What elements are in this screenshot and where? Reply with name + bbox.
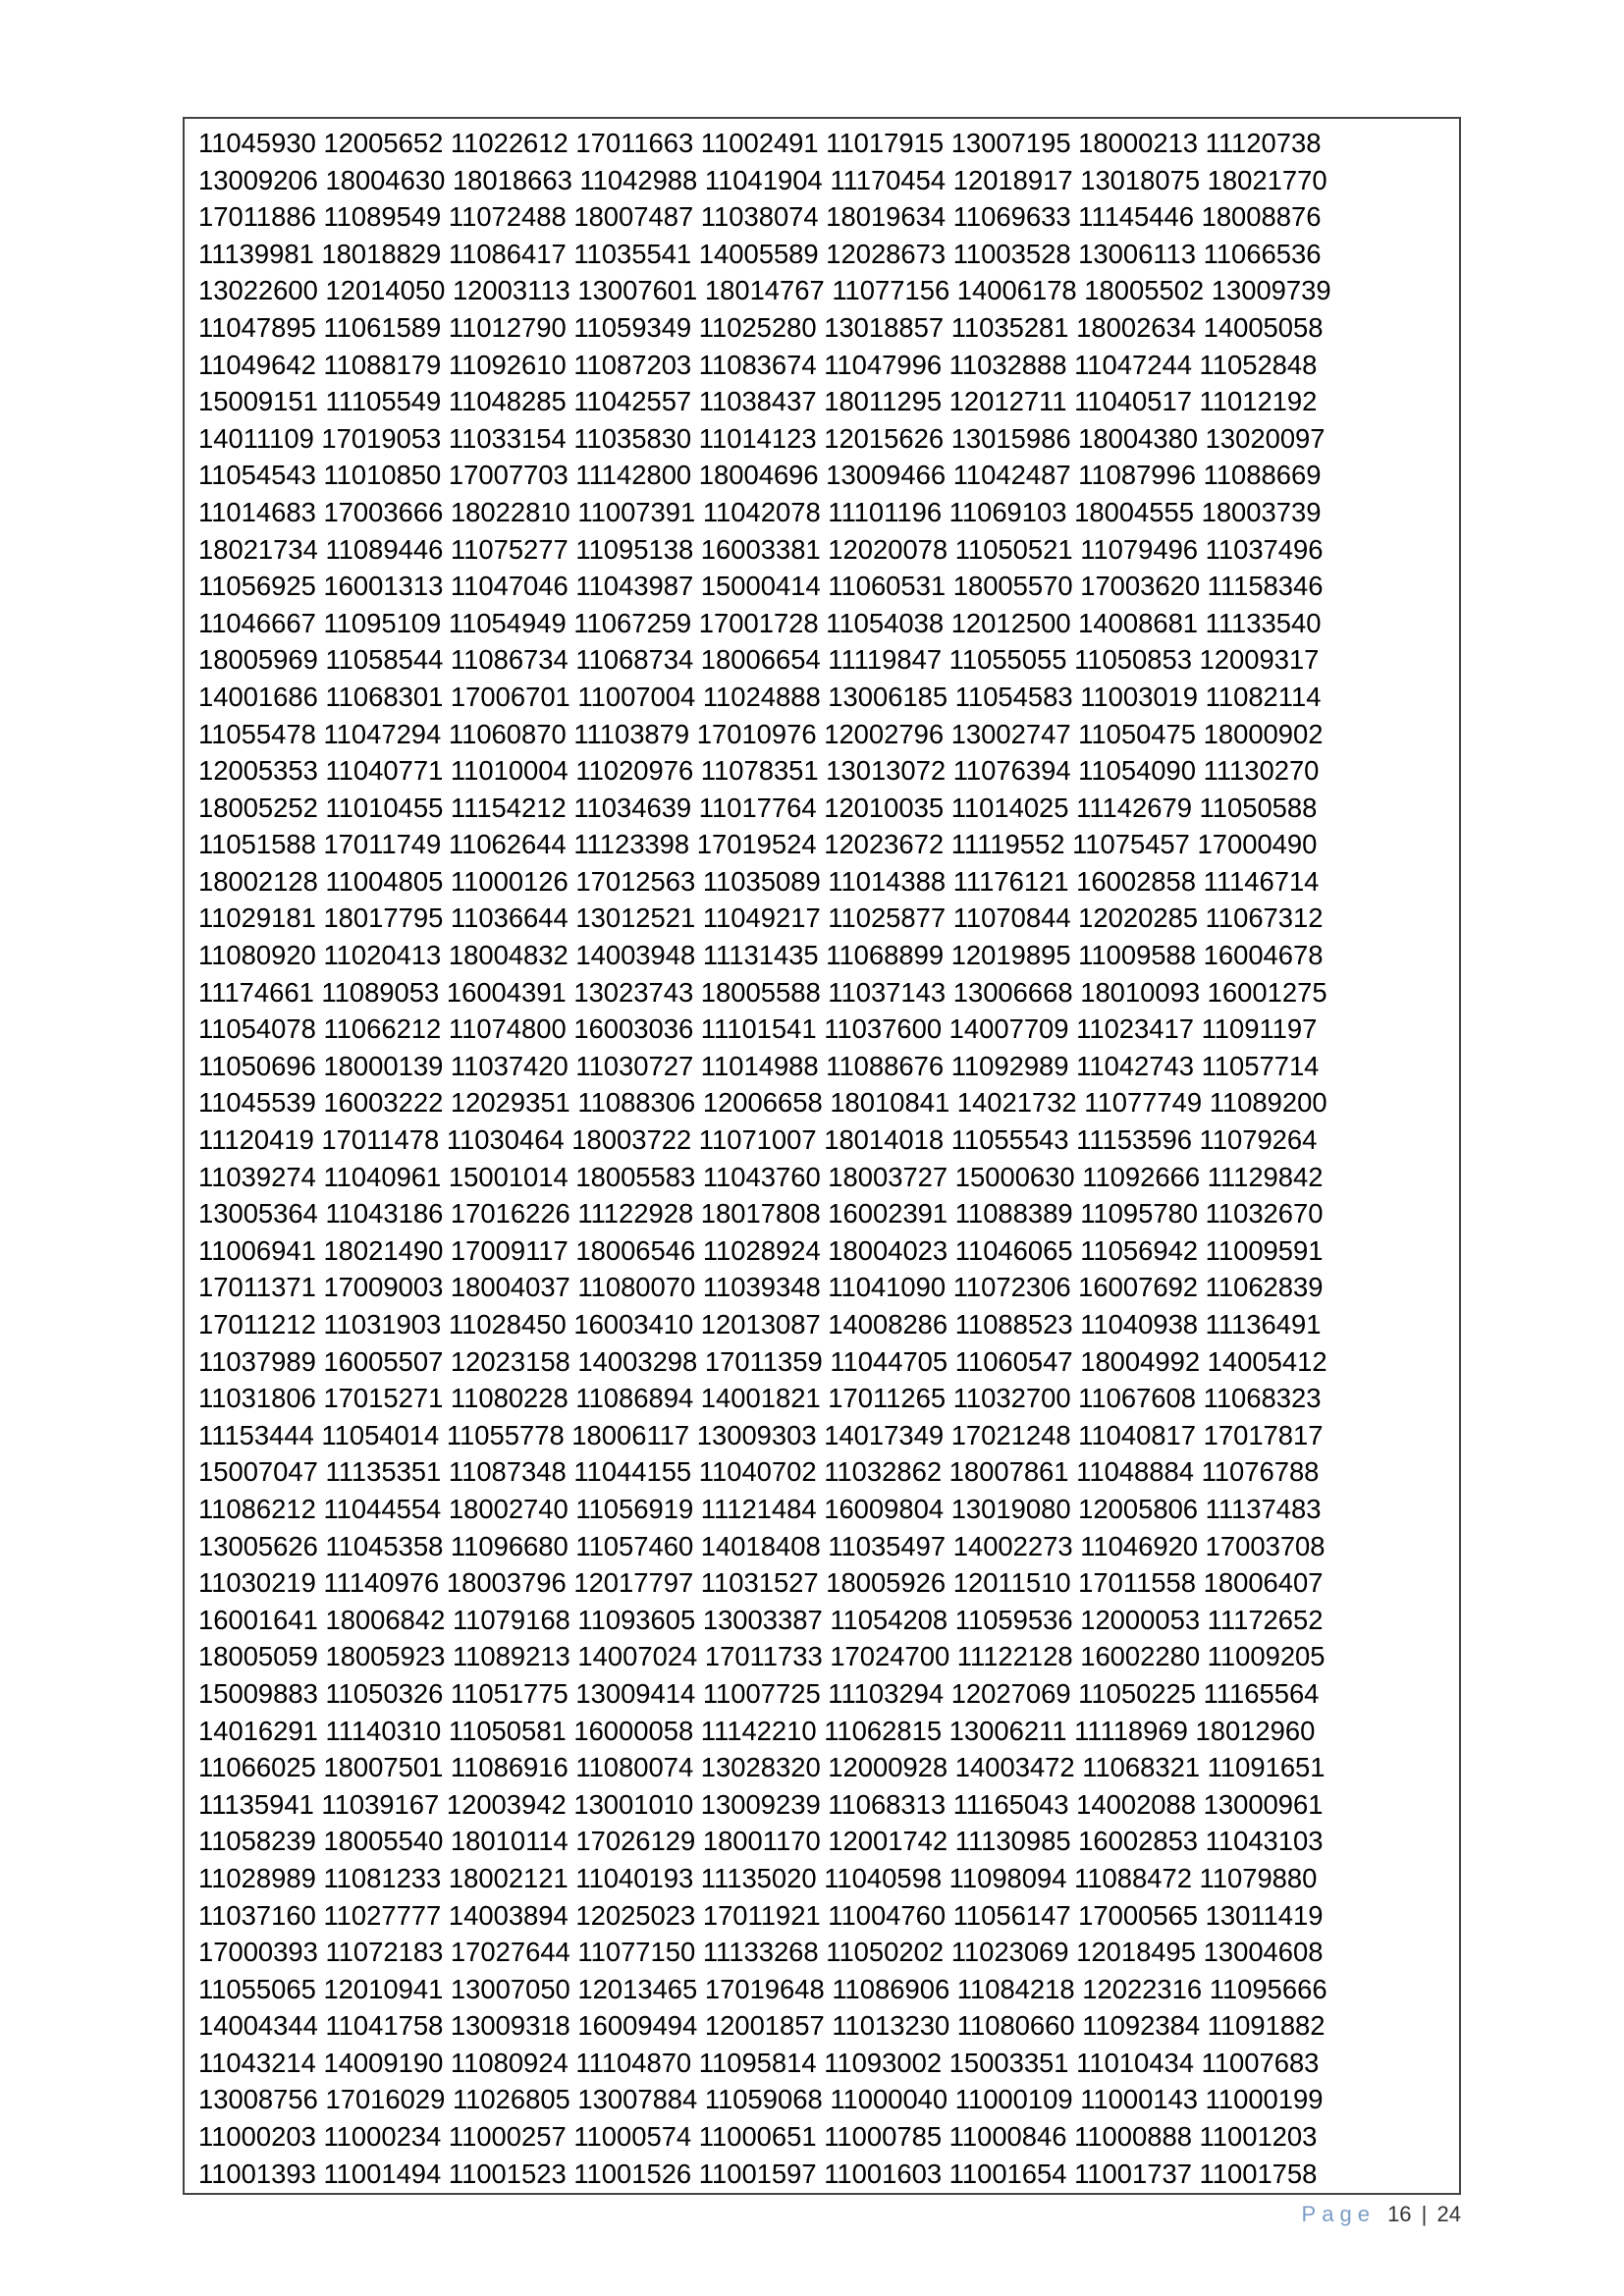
- number-row: 18005059 18005923 11089213 14007024 17011733 17024700 11122128 16002280 11009205: [198, 1641, 1326, 1672]
- number-row: 15009151 11105549 11048285 11042557 11038437 18011295 12012711 11040517 11012192: [198, 386, 1318, 417]
- number-row: 11049642 11088179 11092610 11087203 11083674 11047996 11032888 11047244 11052848: [198, 349, 1318, 380]
- number-row: 14001686 11068301 17006701 11007004 11024888 13006185 11054583 11003019 11082114: [198, 681, 1322, 712]
- number-row: 17011371 17009003 18004037 11080070 11039348 11041090 11072306 16007692 11062839: [198, 1272, 1324, 1303]
- number-row: 11055065 12010941 13007050 12013465 17019648 11086906 11084218 12022316 11095666: [198, 1973, 1327, 2004]
- number-row: 11055478 11047294 11060870 11103879 17010976 12002796 13002747 11050475 18000902: [198, 718, 1324, 749]
- number-row: 11086212 11044554 18002740 11056919 11121484 16009804 13019080 12005806 11137483: [198, 1493, 1322, 1524]
- number-row: 17000393 11072183 17027644 11077150 11133268 11050202 11023069 12018495 13004608: [198, 1937, 1324, 1968]
- number-row: 13009206 18004630 18018663 11042988 11041904 11170454 12018917 13018075 18021770: [198, 164, 1327, 195]
- number-row: 11054078 11066212 11074800 16003036 11101541 11037600 14007709 11023417 11091197: [198, 1013, 1318, 1045]
- number-row: 14016291 11140310 11050581 16000058 11142210 11062815 13006211 11118969 18012960: [198, 1715, 1316, 1746]
- number-row: 14004344 11041758 13009318 16009494 12001857 11013230 11080660 11092384 11091882: [198, 2010, 1326, 2042]
- number-row: 13005364 11043186 17016226 11122928 18017808 16002391 11088389 11095780 11032670: [198, 1198, 1324, 1230]
- number-row: 11050696 18000139 11037420 11030727 11014988 11088676 11092989 11042743 11057714: [198, 1050, 1320, 1081]
- page-footer: [1227, 2202, 1461, 2227]
- number-row: 15009883 11050326 11051775 13009414 11007725 11103294 12027069 11050225 11165564: [198, 1677, 1320, 1709]
- number-row: 11153444 11054014 11055778 18006117 13009303 14017349 17021248 11040817 17017817: [198, 1419, 1324, 1450]
- number-row: 11120419 17011478 11030464 18003722 11071007 18014018 11055543 11153596 11079264: [198, 1124, 1318, 1156]
- number-row: 13008756 17016029 11026805 13007884 11059068 11000040 11000109 11000143 11000199: [198, 2084, 1324, 2115]
- number-row: 11001393 11001494 11001523 11001526 11001597 11001603 11001654 11001737 11001758: [198, 2158, 1318, 2189]
- number-row: 11047895 11061589 11012790 11059349 11025280 13018857 11035281 18002634 14005058: [198, 311, 1324, 343]
- number-row: 11037989 16005507 12023158 14003298 17011359 11044705 11060547 18004992 14005412: [198, 1345, 1327, 1377]
- number-list-box: [183, 117, 1461, 2195]
- number-row: 11046667 11095109 11054949 11067259 17001728 11054038 12012500 14008681 11133540: [198, 607, 1322, 638]
- number-row: 13005626 11045358 11096680 11057460 14018408 11035497 14002273 11046920 17003708: [198, 1530, 1326, 1561]
- number-row: 17011212 11031903 11028450 16003410 12013087 14008286 11088523 11040938 11136491: [198, 1309, 1322, 1339]
- number-row: 17011886 11089549 11072488 18007487 11038074 18019634 11069633 11145446 18008876: [198, 201, 1322, 233]
- number-row: 11139981 18018829 11086417 11035541 14005589 12028673 11003528 13006113 11066536: [198, 238, 1322, 269]
- number-row: 18005969 11058544 11086734 11068734 18006654 11119847 11055055 11050853 12009317: [198, 644, 1320, 676]
- page-separator: |: [1421, 2202, 1428, 2226]
- number-row: 11045539 16003222 12029351 11088306 12006658 18010841 14021732 11077749 11089200: [198, 1087, 1327, 1119]
- number-row: 11066025 18007501 11086916 11080074 13028320 12000928 14003472 11068321 11091651: [198, 1752, 1326, 1783]
- number-row: 11058239 18005540 18010114 17026129 18001170 12001742 11130985 16002853 11043103: [198, 1826, 1324, 1857]
- number-row: 16001641 18006842 11079168 11093605 13003387 11054208 11059536 12000053 11172652: [198, 1604, 1324, 1635]
- number-row: 11051588 17011749 11062644 11123398 17019524 12023672 11119552 11075457 17000490: [198, 829, 1318, 860]
- number-row: 11135941 11039167 12003942 13001010 13009239 11068313 11165043 14002088 13000961: [198, 1788, 1324, 1820]
- number-row: 11080920 11020413 18004832 14003948 11131435 11068899 12019895 11009588 16004678: [198, 940, 1324, 971]
- number-row: 11006941 18021490 17009117 18006546 11028924 18004023 11046065 11056942 11009591: [198, 1234, 1324, 1266]
- number-row: 11000203 11000234 11000257 11000574 11000651 11000785 11000846 11000888 11001203: [198, 2121, 1318, 2153]
- number-row: 18005252 11010455 11154212 11034639 11017764 12010035 11014025 11142679 11050588: [198, 792, 1318, 823]
- number-row: 15007047 11135351 11087348 11044155 11040702 11032862 18007861 11048884 11076788: [198, 1456, 1320, 1488]
- number-row: 11054543 11010850 17007703 11142800 18004696 13009466 11042487 11087996 11088669: [198, 460, 1322, 491]
- number-row: 11045930 12005652 11022612 17011663 11002491 11017915 13007195 18000213 11120738: [198, 128, 1322, 158]
- number-row: 14011109 17019053 11033154 11035830 11014123 12015626 13015986 18004380 13020097: [198, 422, 1326, 454]
- number-row: 11174661 11089053 16004391 13023743 18005588 11037143 13006668 18010093 16001275: [198, 976, 1327, 1008]
- number-row: 11014683 17003666 18022810 11007391 11042078 11101196 11069103 18004555 18003739: [198, 496, 1322, 527]
- number-row: 18002128 11004805 11000126 17012563 11035089 11014388 11176121 16002858 11146714: [198, 865, 1320, 897]
- number-row: 11030219 11140976 18003796 12017797 11031527 18005926 12011510 17011558 18006407: [198, 1567, 1324, 1599]
- number-row: 11056925 16001313 11047046 11043987 15000414 11060531 18005570 17003620 11158346: [198, 571, 1324, 602]
- number-row: 11043214 14009190 11080924 11104870 11095814 11093002 15003351 11010434 11007683: [198, 2047, 1320, 2078]
- page-label: Page: [1301, 2202, 1376, 2226]
- number-row: 13022600 12014050 12003113 13007601 18014767 11077156 14006178 18005502 13009739: [198, 275, 1331, 306]
- number-row: 11037160 11027777 14003894 12025023 17011921 11004760 11056147 17000565 13011419: [198, 1899, 1324, 1931]
- number-row: 12005353 11040771 11010004 11020976 11078351 13013072 11076394 11054090 11130270: [198, 755, 1320, 787]
- number-row: 11031806 17015271 11080228 11086894 14001821 17011265 11032700 11067608 11068323: [198, 1383, 1322, 1414]
- number-row: 11028989 11081233 18002121 11040193 11135020 11040598 11098094 11088472 11079880: [198, 1862, 1318, 1893]
- number-row: 11029181 18017795 11036644 13012521 11049217 11025877 11070844 12020285 11067312: [198, 902, 1324, 934]
- page-number: 16: [1387, 2202, 1412, 2226]
- number-row: 11039274 11040961 15001014 18005583 11043760 18003727 15000630 11092666 11129842: [198, 1161, 1324, 1192]
- number-row: 18021734 11089446 11075277 11095138 16003381 12020078 11050521 11079496 11037496: [198, 533, 1324, 565]
- total-pages: 24: [1436, 2202, 1461, 2226]
